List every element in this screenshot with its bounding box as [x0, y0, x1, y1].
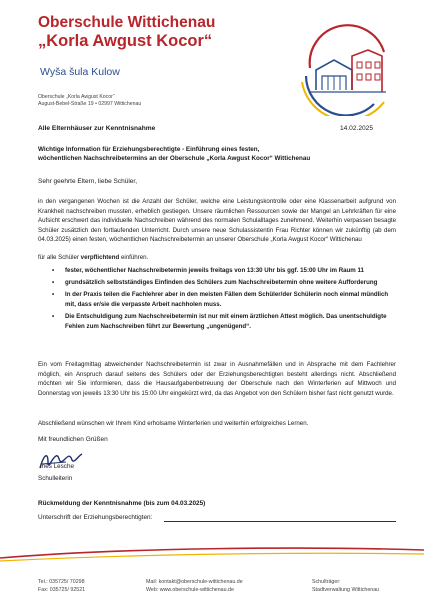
signer-role: Schulleiterin [38, 475, 73, 482]
signer-name: Ines Lesche [40, 463, 74, 470]
paragraph-intro-end [38, 254, 148, 261]
paragraph-intro-end-suffix: einführen. [119, 254, 149, 261]
bullet-icon: • [52, 267, 55, 274]
footer-phone: Tel.: 035725/ 70298 [38, 579, 85, 585]
sender-line-1: Oberschule „Korla Awgust Kocor“ [38, 94, 115, 100]
list-item [52, 266, 398, 276]
footer-carrier-name: Stadtverwaltung Wittichenau [312, 587, 380, 593]
bullet-icon: • [52, 291, 55, 299]
paragraph-intro: in den vergangenen Wochen ist die Anzahl der Schüler, welche eine Leistungskontrolle oder eine Klassenarbeit aufgrund von Krankheit nachschreiben mussten, erheblich gestiegen. Unsere räumlichen Ressourcen sowie der Mangel an Lehrkräften für eine Aufsicht erschwert das individuelle Nachschreiben während des normalen Schulalltages zunehmend. Weiterhin verpassen besagte Schüler zusätzlich den fortlaufenden Unterricht. Durch unsere neue Schulassistentin Frau Richter können wir zukünftig (ab dem 04.03.2025) einen festen, wöchentlichen Nachschreibetermin an unserer Oberschule „Korla Awgust Kocor“ Wittichenau [38, 198, 396, 244]
list-item [52, 278, 398, 288]
school-subtitle: „Korla Awgust Kocor“ [38, 32, 213, 50]
mandatory-emphasis: verpflichtend [80, 254, 120, 261]
closing-greeting: Mit freundlichen Grüßen [38, 436, 108, 443]
letter-date: 14.02.2025 [340, 125, 374, 132]
list-item-text: grundsätzlich selbstständiges Einfinden des Schülers zum Nachschreibetermin ohne weitere Aufforderung [65, 279, 378, 287]
list-item [52, 312, 398, 331]
footer-web[interactable]: Web: www.oberschule-wittichenau.de [146, 587, 234, 593]
paragraph-exceptions: Ein vom Freitagmittag abweichender Nachschreibetermin ist zwar in Ausnahmefällen und in Absprache mit dem Fachlehrer möglich, ein Anspruch darauf seitens des Schülers oder der Erziehungsberechtigten besteht allerdings nicht. Abschließend möchten wir Sie informieren, dass die Hausaufgabenbetreuung der Oberschule nach den Winterferien auf Mittwoch und Donnerstag von jeweils 13:30 Uhr bis 15:00 Uhr eingekürzt wird, da das Angebot von den Schülern bisher fast nicht genutzt wurde. [38, 361, 396, 397]
return-note: Rückmeldung der Kenntnisnahme (bis zum 04.03.2025) [38, 500, 206, 507]
bullet-icon: • [52, 279, 55, 287]
list-item-text: fester, wöchentlicher Nachschreibetermin jeweils freitags von 13:30 Uhr bis ggf. 15:00 Uhr im Raum 11 [65, 267, 364, 274]
list-item-text: Die Entschuldigung zum Nachschreibetermin ist nur mit einem ärztlichen Attest möglich. Das unentschuldigte Fehlen zum Nachschreiben führt zur Bewertung „ungenügend“. [65, 313, 387, 330]
list-item-text: In der Praxis teilen die Fachlehrer aber in den meisten Fällen dem Schüler/der Schülerin noch einmal mündlich mit, dass er/sie die verpasste Arbeit nachholen muss. [65, 291, 389, 308]
signature-line[interactable] [164, 521, 396, 522]
salutation: Sehr geehrte Eltern, liebe Schüler, [38, 178, 138, 185]
signature-label: Unterschrift der Erziehungsberechtigten: [38, 514, 153, 521]
handwritten-signature-icon [36, 448, 92, 474]
footer-fax: Fax: 035725/ 92521 [38, 587, 86, 593]
paragraph-closing: Abschließend wünschen wir Ihrem Kind erholsame Winterferien und weiterhin erfolgreiches Lernen. [38, 420, 309, 427]
subject-line-2: wöchentlichen Nachschreibetermins an der Oberschule „Korla Awgust Kocor“ Wittichenau [38, 155, 311, 162]
sender-line-2: August-Bebel-Straße 19 • 02997 Wittichenau [38, 101, 142, 107]
paragraph-intro-end-prefix: für alle Schüler [38, 254, 81, 261]
rules-list [52, 266, 398, 334]
list-item [52, 290, 398, 309]
school-name: Oberschule Wittichenau [38, 14, 216, 31]
footer-carrier-label: Schulträger: [312, 579, 341, 585]
recipient-line: Alle Elternhäuser zur Kenntnisnahme [38, 125, 156, 132]
footer-swoosh-icon [0, 544, 424, 564]
footer-mail[interactable]: Mail: kontakt@oberschule-wittichenau.de [146, 579, 243, 585]
subject-line-1: Wichtige Information für Erziehungsberechtigte - Einführung eines festen, [38, 146, 260, 153]
bullet-icon: • [52, 313, 55, 321]
school-building-logo-icon [296, 12, 392, 116]
sorbian-school-name: Wyša šula Kulow [40, 66, 120, 78]
